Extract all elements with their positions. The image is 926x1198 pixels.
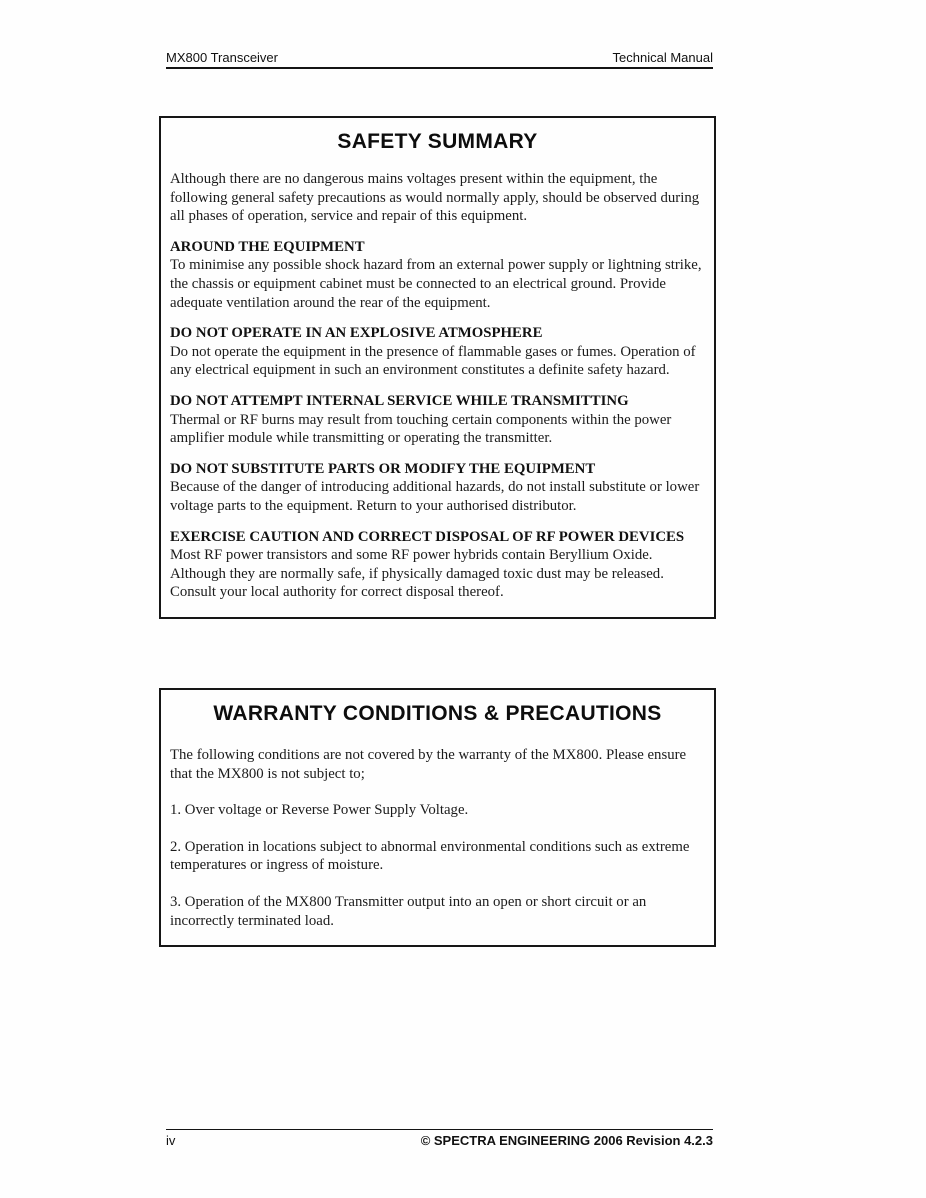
safety-intro-paragraph: Although there are no dangerous mains voltages present within the equipment, the following general safety precautions as would normally apply, should be observed during all phases of operation, service and repair of this equipment. [170, 171, 700, 225]
page-footer [166, 1133, 713, 1148]
header-manual-type: Technical Manual [612, 50, 713, 65]
section-heading: DO NOT SUBSTITUTE PARTS OR MODIFY THE EQUIPMENT [170, 460, 596, 477]
safety-summary-title: SAFETY SUMMARY [337, 130, 538, 153]
safety-section-rf-power-disposal [170, 528, 705, 602]
header-rule [166, 67, 713, 69]
section-body: To minimise any possible shock hazard from an external power supply or lightning strike, the chassis or equipment cabinet must be connected to an electrical ground. Provide adequate ventilation around the rear of the equipment. [170, 257, 702, 311]
page-header [166, 50, 713, 65]
section-heading: DO NOT ATTEMPT INTERNAL SERVICE WHILE TRANSMITTING [170, 392, 629, 409]
section-body: Do not operate the equipment in the presence of flammable gases or fumes. Operation of any electrical equipment in such an environment constitutes a definite safety hazard. [170, 343, 696, 379]
section-heading: DO NOT OPERATE IN AN EXPLOSIVE ATMOSPHERE [170, 325, 543, 342]
warranty-item-3: 3. Operation of the MX800 Transmitter output into an open or short circuit or an incorrectly terminated load. [170, 893, 647, 929]
footer-copyright: © SPECTRA ENGINEERING 2006 Revision 4.2.3 [420, 1133, 713, 1148]
safety-section-internal-service [170, 392, 705, 448]
safety-section-substitute-parts [170, 460, 705, 516]
section-body: Because of the danger of introducing additional hazards, do not install substitute or lower voltage parts to the equipment. Return to your authorised distributor. [170, 479, 700, 514]
warranty-intro-paragraph: The following conditions are not covered by the warranty of the MX800. Please ensure that the MX800 is not subject to; [170, 747, 687, 782]
section-body: Thermal or RF burns may result from touching certain components within the power amplifier module while transmitting or operating the transmitter. [170, 411, 672, 447]
section-heading: AROUND THE EQUIPMENT [170, 238, 365, 255]
warranty-item-2: 2. Operation in locations subject to abnormal environmental conditions such as extreme temperatures or ingress of moisture. [170, 838, 690, 874]
warranty-conditions-box [159, 688, 716, 947]
footer-rule [166, 1129, 713, 1130]
safety-summary-box [159, 116, 716, 619]
header-document-name: MX800 Transceiver [166, 50, 278, 65]
safety-section-explosive-atmosphere [170, 324, 705, 380]
page-number: iv [166, 1133, 176, 1148]
section-body: Most RF power transistors and some RF power hybrids contain Beryllium Oxide. Although they are normally safe, if physically damaged toxic dust may be released. Consult your local authority for correct disposal thereof. [170, 547, 664, 601]
warranty-item-1: 1. Over voltage or Reverse Power Supply Voltage. [170, 802, 469, 819]
section-heading: EXERCISE CAUTION AND CORRECT DISPOSAL OF RF POWER DEVICES [170, 528, 685, 545]
warranty-conditions-title: WARRANTY CONDITIONS & PRECAUTIONS [213, 702, 662, 725]
safety-section-around-equipment [170, 238, 705, 312]
